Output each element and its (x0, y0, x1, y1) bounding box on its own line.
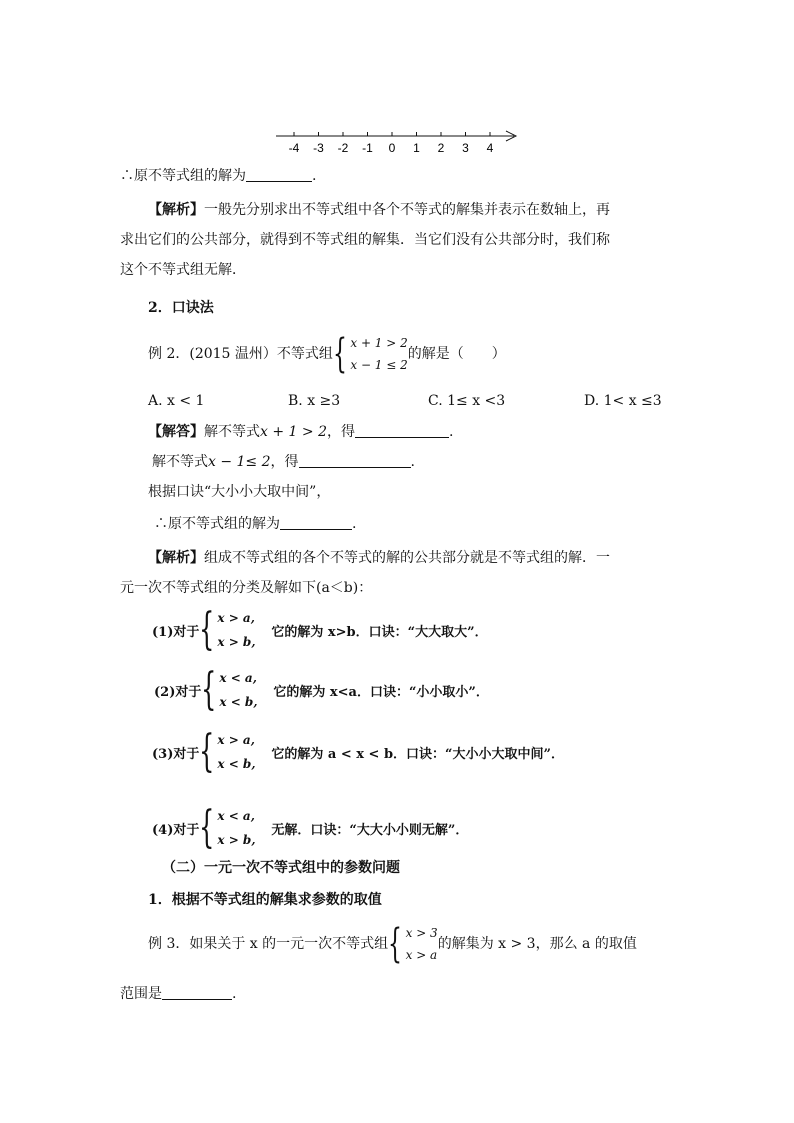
answer-blank[interactable] (162, 985, 232, 1000)
number-line (270, 124, 530, 158)
option-d[interactable]: D. 1< x ≤3 (584, 393, 662, 409)
analysis-line-2: 求出它们的公共部分，就得到不等式组的解集．当它们没有公共部分时，我们称 (120, 232, 610, 248)
option-a[interactable]: A. x < 1 (148, 393, 205, 409)
answer-blank[interactable] (280, 515, 352, 530)
example-3: 例 3．如果关于 x 的一元一次不等式组 { x > 3 x > a 的解集为 x > 3，那么 a 的取值 (148, 921, 637, 967)
inequality-system: { x + 1 > 2 x − 1 ≤ 2 (332, 331, 408, 377)
case-2: (2)对于 { x < a, x < b, 它的解为 x<a．口诀：“小小取小”． (154, 664, 489, 715)
tick-label: -1 (362, 141, 373, 155)
option-b[interactable]: B. x ≥3 (288, 393, 341, 409)
analysis-line-3: 这个不等式组无解． (120, 262, 246, 278)
tick-label: 2 (437, 141, 445, 155)
solution-line-1: ∴原不等式组的解为 . (120, 168, 317, 184)
case-4: (4)对于 { x < a, x > b, 无解．口诀：“大大小小则无解”． (152, 802, 469, 853)
answer-blank[interactable] (299, 453, 411, 468)
tick-label: 1 (413, 141, 420, 155)
case-1: (1)对于 { x > a, x > b, 它的解为 x>b．口诀：“大大取大”． (152, 604, 488, 655)
tick-label: 3 (462, 141, 469, 155)
subsection-heading: 1．根据不等式组的解集求参数的取值 (148, 892, 382, 908)
answer-line-1: 【解答】解不等式x + 1 > 2，得 . (148, 424, 454, 440)
tick-label: 0 (388, 141, 396, 155)
answer-line-4: ∴原不等式组的解为 . (154, 516, 357, 532)
case-3: (3)对于 { x > a, x < b, 它的解为 a < x < b．口诀：“大小小大取中间”． (152, 726, 564, 777)
example-3-line-2: 范围是 . (120, 986, 237, 1002)
answer-line-2: 解不等式x − 1≤ 2，得 . (152, 454, 415, 470)
answer-line-3: 根据口诀“大小小大取中间”， (148, 484, 331, 500)
answer-blank[interactable] (355, 423, 449, 438)
analysis-2-line-2: 元一次不等式组的分类及解如下(a＜b)： (120, 580, 373, 596)
example-2: 例 2．(2015 温州）不等式组 { x + 1 > 2 x − 1 ≤ 2 的解是（ ） (148, 331, 506, 377)
option-c[interactable]: C. 1≤ x <3 (428, 393, 506, 409)
section-heading-kouju: 2．口诀法 (148, 300, 214, 316)
tick-label: 4 (486, 141, 494, 155)
tick-label: -2 (337, 141, 349, 155)
analysis-paragraph-2: 【解析】组成不等式组的各个不等式的解的公共部分就是不等式组的解．一 (148, 550, 610, 566)
analysis-paragraph-1: 【解析】一般先分别求出不等式组中各个不等式的解集并表示在数轴上，再 (148, 202, 610, 218)
tick-label: -3 (313, 141, 324, 155)
inequality-system: { x > 3 x > a (388, 921, 438, 967)
answer-blank[interactable] (246, 167, 312, 182)
tick-label: -4 (288, 141, 300, 155)
section-heading-parameters: （二）一元一次不等式组中的参数问题 (162, 860, 400, 876)
